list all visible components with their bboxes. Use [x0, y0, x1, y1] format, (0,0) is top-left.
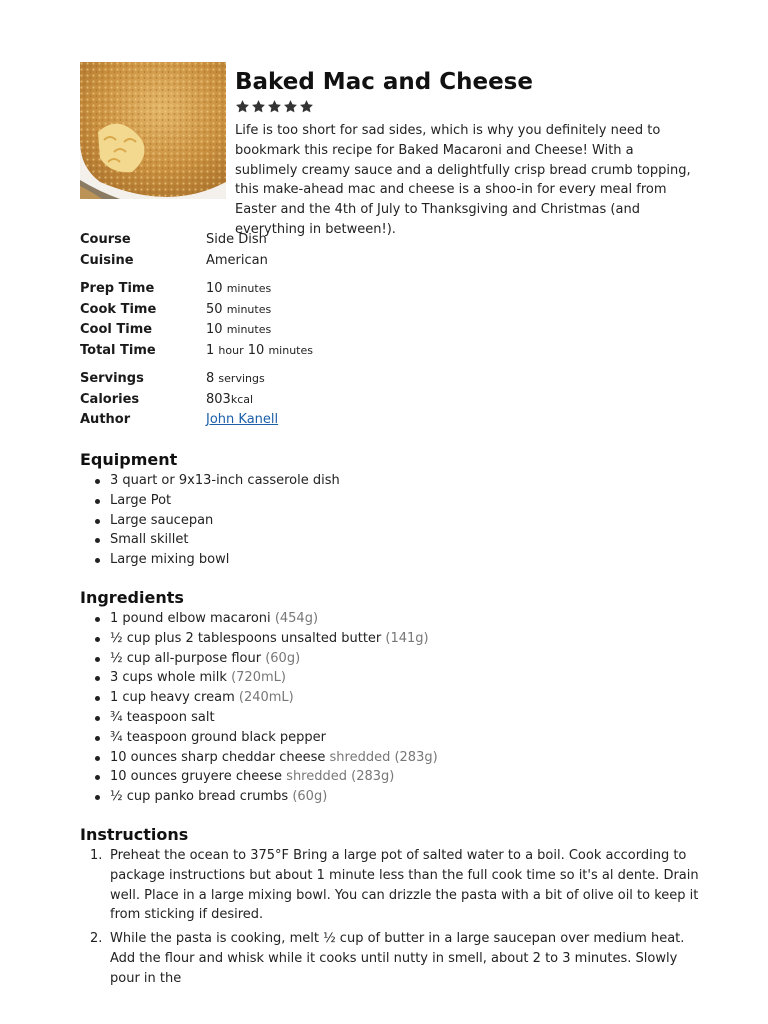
ingredient-item	[80, 767, 700, 787]
meta-value	[206, 369, 265, 390]
ingredient-item	[80, 728, 700, 748]
step-text: Preheat the ocean to 375°F Bring a large pot of salted water to a boil. Cook according to package instructions but about 1 minute less than the full cook time so it's al dente. Drain well. Place in a large mixing bowl. You can drizzle the pasta with a bit of olive oil to keep it from sticking if desired.	[110, 848, 699, 923]
author-link[interactable]: John Kanell	[206, 412, 279, 427]
ingredient-item	[80, 787, 700, 807]
ingredient-item	[80, 649, 700, 669]
ingredient-text: ½ cup plus 2 tablespoons unsalted butter	[110, 630, 382, 646]
step-number: 2.	[90, 931, 103, 947]
instruction-step	[80, 846, 700, 925]
meta-group-tags	[80, 230, 700, 271]
meta-label: Prep Time	[80, 281, 155, 296]
meta-group-times	[80, 279, 700, 361]
ingredient-note: (60g)	[292, 789, 328, 805]
recipe-meta	[80, 230, 700, 439]
equipment-item: 3 quart or 9x13-inch casserole dish	[80, 471, 700, 491]
meta-label: Cuisine	[80, 252, 134, 268]
time-unit: minutes	[268, 343, 313, 357]
meta-course	[80, 230, 700, 251]
equipment-section	[80, 449, 700, 570]
ingredient-note: shredded (283g)	[329, 749, 438, 765]
instructions-section	[80, 824, 700, 993]
meta-label: Course	[80, 232, 131, 247]
step-number: 1.	[90, 848, 103, 863]
time-number: 1	[206, 342, 215, 358]
meta-cool-time	[80, 320, 700, 341]
time-unit: minutes	[226, 302, 272, 316]
recipe-summary: Life is too short for sad sides, which is why you definitely need to bookmark this recipe for Baked Macaroni and Cheese! With a sublimely creamy sauce and a delightfully crisp bread crumb topping, this make-ahead mac and cheese is a shoo-in for every meal from Easter and the 4th of July to Thanksgiving and Christmas (and everything in between!).	[235, 123, 691, 237]
meta-value	[206, 390, 253, 411]
mac-and-cheese-photo	[80, 62, 226, 199]
equipment-title: Equipment	[80, 450, 178, 469]
meta-value	[206, 300, 271, 321]
calories-number: 803	[206, 391, 231, 407]
ingredient-item	[80, 748, 700, 768]
time-number: 10	[206, 281, 223, 296]
ingredient-note: (60g)	[265, 650, 301, 666]
meta-group-info	[80, 369, 700, 431]
servings-number: 8	[206, 371, 215, 386]
ingredient-note: (141g)	[385, 630, 429, 646]
star-icon	[251, 99, 266, 114]
meta-value: American	[206, 252, 268, 268]
recipe-header	[235, 66, 695, 240]
meta-label: Author	[80, 412, 131, 427]
ingredient-text: 1 cup heavy cream	[110, 690, 235, 706]
meta-label: Total Time	[80, 342, 156, 358]
star-icon	[283, 99, 298, 114]
ingredient-item	[80, 609, 700, 629]
ingredient-item	[80, 688, 700, 708]
recipe-title: Baked Mac and Cheese	[235, 69, 533, 95]
instructions-title: Instructions	[80, 825, 189, 844]
ingredient-item	[80, 629, 700, 649]
instruction-step	[80, 929, 700, 988]
ingredient-note: (454g)	[274, 611, 319, 626]
ingredient-text: 10 ounces gruyere cheese	[110, 769, 283, 785]
time-unit: minutes	[226, 323, 272, 336]
time-number: 10	[206, 322, 223, 337]
meta-servings	[80, 369, 700, 390]
servings-unit: servings	[218, 372, 265, 385]
time-number: 10	[247, 342, 265, 358]
ingredient-note: (240mL)	[238, 690, 294, 706]
ingredients-section	[80, 587, 700, 807]
equipment-item: Large mixing bowl	[80, 550, 700, 570]
meta-calories	[80, 390, 700, 411]
instructions-list	[80, 846, 700, 989]
star-rating[interactable]	[235, 99, 695, 117]
ingredient-item	[80, 668, 700, 688]
ingredient-text: 3 cups whole milk	[110, 670, 227, 686]
star-icon	[267, 99, 282, 114]
ingredients-title: Ingredients	[80, 588, 184, 607]
meta-cook-time	[80, 300, 700, 321]
ingredient-note: (720mL)	[231, 670, 286, 686]
meta-total-time	[80, 341, 700, 362]
meta-value: Side Dish	[206, 232, 267, 247]
meta-value	[206, 279, 271, 300]
star-icon	[299, 99, 314, 114]
ingredients-list	[80, 609, 700, 807]
star-icon	[235, 99, 250, 114]
meta-value	[206, 341, 313, 362]
ingredient-text: 10 ounces sharp cheddar cheese	[110, 749, 326, 765]
equipment-list	[80, 471, 700, 570]
ingredient-item	[80, 708, 700, 728]
equipment-item: Large saucepan	[80, 511, 700, 531]
meta-label: Calories	[80, 391, 140, 407]
equipment-item: Small skillet	[80, 530, 700, 550]
meta-label: Cook Time	[80, 301, 157, 317]
time-number: 50	[206, 301, 223, 317]
calories-unit: kcal	[230, 392, 254, 406]
ingredient-text: ¾ teaspoon salt	[110, 709, 215, 725]
ingredient-text: ½ cup all-purpose flour	[110, 650, 262, 666]
ingredient-note: shredded (283g)	[286, 769, 395, 785]
meta-value	[206, 320, 271, 341]
time-unit: minutes	[226, 282, 272, 295]
meta-label: Cool Time	[80, 322, 153, 337]
meta-cuisine	[80, 251, 700, 272]
meta-author	[80, 410, 700, 431]
meta-prep-time	[80, 279, 700, 300]
meta-label: Servings	[80, 371, 144, 386]
time-unit: hour	[218, 343, 244, 357]
ingredient-text: ¾ teaspoon ground black pepper	[110, 729, 326, 745]
ingredient-text: ½ cup panko bread crumbs	[110, 789, 289, 805]
ingredient-text: 1 pound elbow macaroni	[110, 611, 271, 626]
step-text: While the pasta is cooking, melt ½ cup of butter in a large saucepan over medium heat. Add the flour and whisk while it cooks until nutty in smell, about 2 to 3 minutes. Slowly pour in the	[110, 931, 685, 986]
equipment-item: Large Pot	[80, 491, 700, 511]
